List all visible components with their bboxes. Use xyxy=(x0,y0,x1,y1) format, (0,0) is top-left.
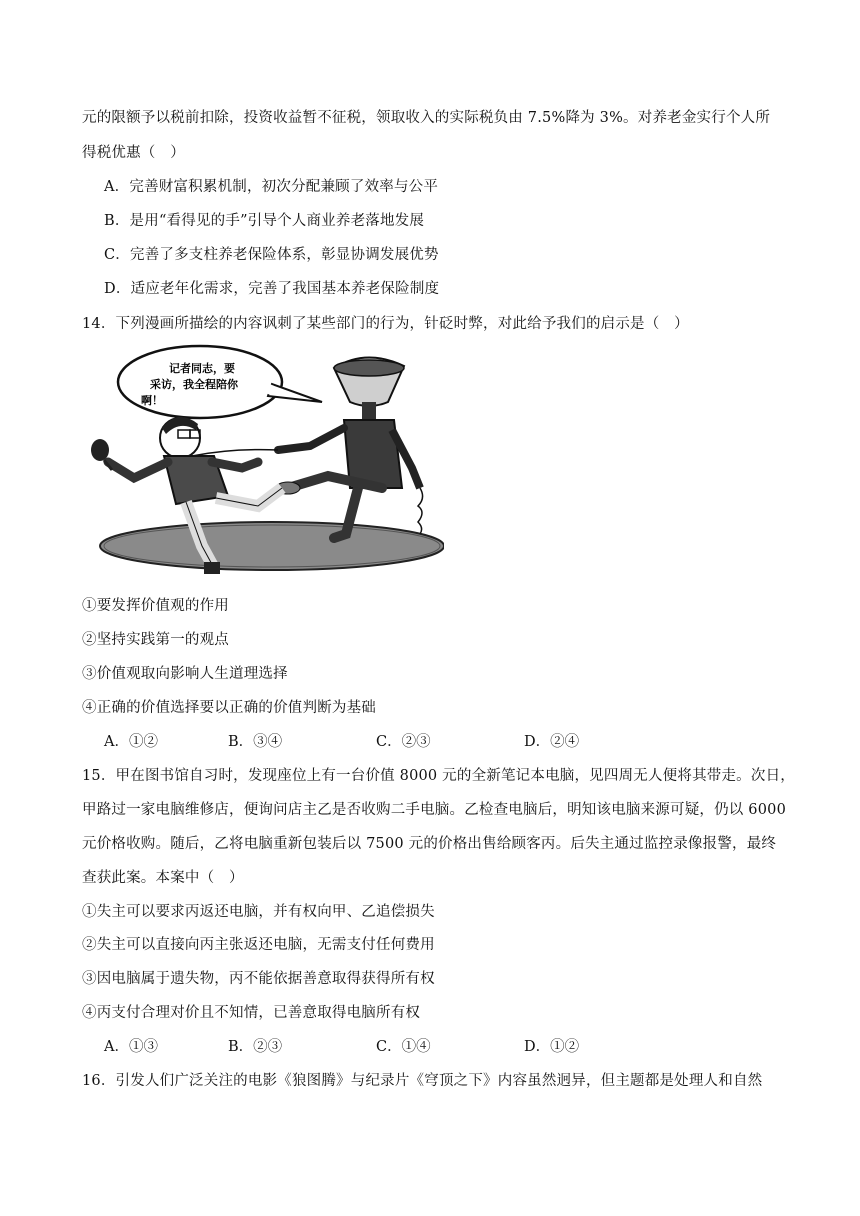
q14-stem: 14．下列漫画所描绘的内容讽刺了某些部门的行为，针砭时弊，对此给予我们的启示是（ ） xyxy=(82,316,689,332)
q15-option-d: D．①② xyxy=(524,1039,580,1055)
q15-stem-line-3: 元价格收购。随后，乙将电脑重新包装后以 7500 元的价格出售给顾客丙。后失主通过监控录像报警，最终 xyxy=(82,836,777,852)
q14-statement-4: ④正确的价值选择要以正确的价值判断为基础 xyxy=(82,700,376,716)
q14-option-b: B．③④ xyxy=(228,734,283,750)
q13-option-b: B．是用“看得见的手”引导个人商业养老落地发展 xyxy=(104,213,425,229)
q15-stem-line-4: 查获此案。本案中（ ） xyxy=(82,870,244,886)
q13-option-c: C．完善了多支柱养老保险体系，彰显协调发展优势 xyxy=(104,247,439,263)
q14-option-c: C．②③ xyxy=(376,734,431,750)
q14-statement-3: ③价值观取向影响人生道理选择 xyxy=(82,666,288,682)
q16-stem-line-1: 16．引发人们广泛关注的电影《狼图腾》与纪录片《穹顶之下》内容虽然迥异，但主题都是处理人和自然 xyxy=(82,1073,763,1089)
q15-statement-3: ③因电脑属于遗失物，丙不能依据善意取得获得所有权 xyxy=(82,971,435,987)
speech-line-2: 采访，我全程陪你 xyxy=(150,378,238,391)
q13-stem-line-2: 得税优惠（ ） xyxy=(82,145,185,161)
q15-statement-1: ①失主可以要求丙返还电脑，并有权向甲、乙追偿损失 xyxy=(82,904,435,920)
speech-line-3: 啊！ xyxy=(141,394,163,407)
q15-statement-4: ④丙支付合理对价且不知情，已善意取得电脑所有权 xyxy=(82,1005,421,1021)
satire-cartoon-image xyxy=(82,338,444,576)
speech-line-1: 记者同志，要 xyxy=(169,362,235,375)
q15-option-c: C．①④ xyxy=(376,1039,431,1055)
q15-stem-line-1: 15．甲在图书馆自习时，发现座位上有一台价值 8000 元的全新笔记本电脑，见四周无人便将其带走。次日， xyxy=(82,768,795,784)
q15-statement-2: ②失主可以直接向丙主张返还电脑，无需支付任何费用 xyxy=(82,937,435,953)
q14-option-a: A．①② xyxy=(104,734,158,750)
q13-option-a: A．完善财富积累机制，初次分配兼顾了效率与公平 xyxy=(104,179,439,195)
q14-option-d: D．②④ xyxy=(524,734,580,750)
q15-option-b: B．②③ xyxy=(228,1039,283,1055)
q15-stem-line-2: 甲路过一家电脑维修店，便询问店主乙是否收购二手电脑。乙检查电脑后，明知该电脑来源可疑，仍以 6000 xyxy=(82,802,787,818)
q13-stem-line-1: 元的限额予以税前扣除，投资收益暂不征税，领取收入的实际税负由 7.5%降为 3%。对养老金实行个人所 xyxy=(82,110,771,126)
q15-option-a: A．①③ xyxy=(104,1039,158,1055)
q13-option-d: D．适应老年化需求，完善了我国基本养老保险制度 xyxy=(104,281,440,297)
q14-statement-2: ②坚持实践第一的观点 xyxy=(82,632,229,648)
q14-statement-1: ①要发挥价值观的作用 xyxy=(82,598,229,614)
